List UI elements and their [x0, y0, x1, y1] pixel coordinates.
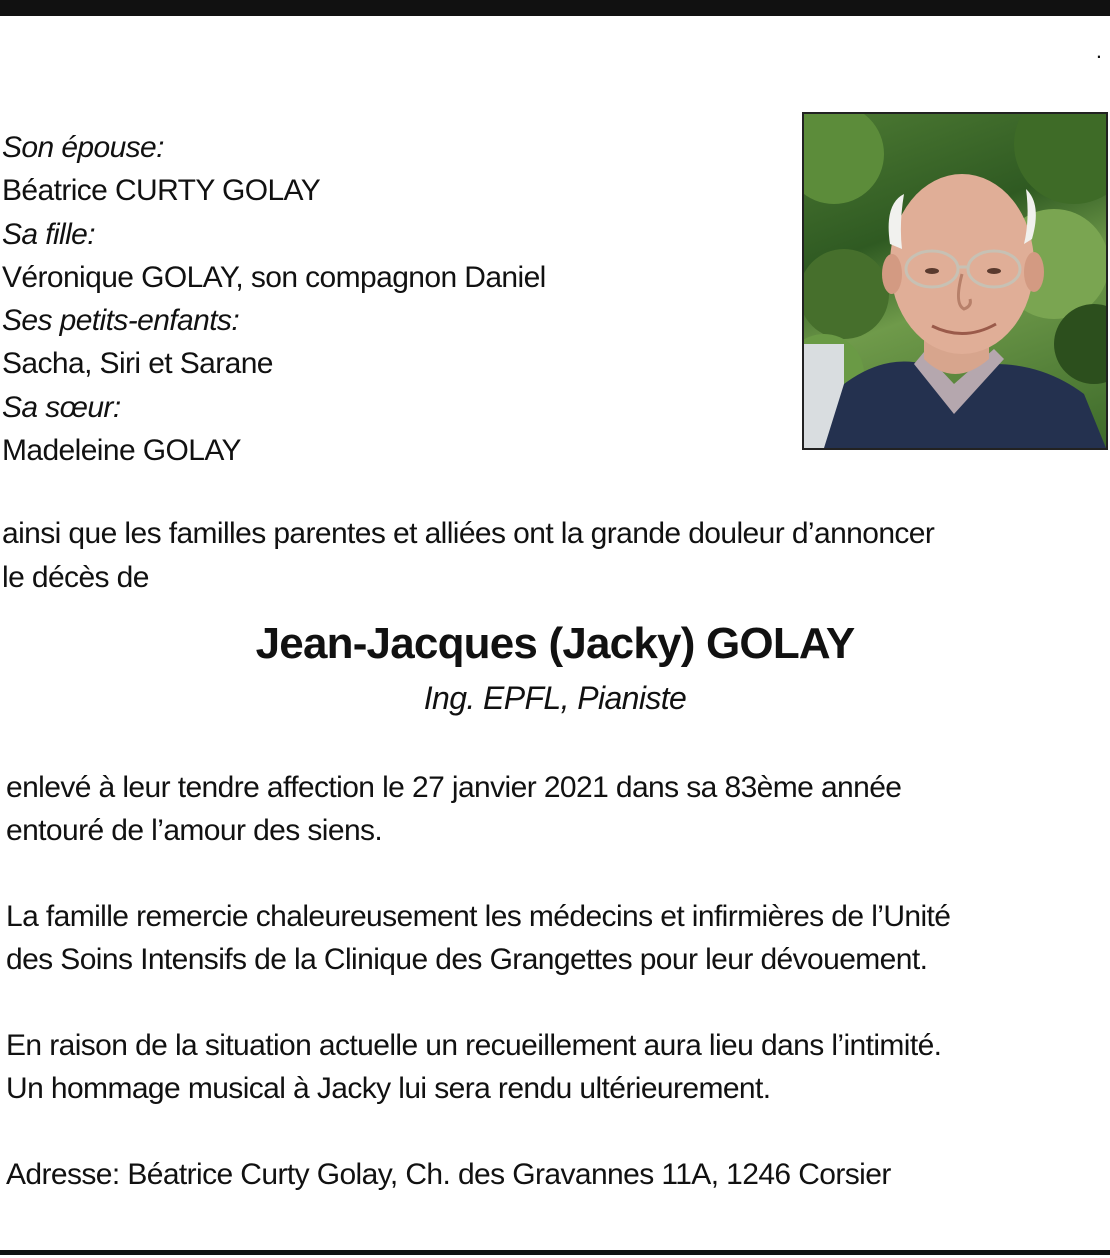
ceremony-paragraph [6, 1024, 1106, 1110]
thanks-paragraph-line-1: La famille remercie chaleureusement les médecins et infirmières de l’Unité [6, 900, 951, 933]
deceased-title: Ing. EPFL, Pianiste [423, 680, 687, 716]
death-paragraph-line-2: entouré de l’amour des siens. [6, 814, 383, 847]
corner-mark: . [1095, 38, 1102, 63]
announcement-intro-line-2: le décès de [2, 561, 149, 594]
family-members-list [2, 126, 762, 472]
portrait-photo [802, 112, 1108, 450]
family-names-grandchildren: Sacha, Siri et Sarane [2, 347, 273, 381]
family-role-sister: Sa sœur: [2, 390, 121, 424]
ceremony-paragraph-line-2: Un hommage musical à Jacky lui sera rendu ultérieurement. [6, 1072, 771, 1105]
address-line: Adresse: Béatrice Curty Golay, Ch. des Gravannes 11A, 1246 Corsier [6, 1158, 891, 1191]
death-paragraph-line-1: enlevé à leur tendre affection le 27 janvier 2021 dans sa 83ème année [6, 771, 902, 804]
family-role-daughter: Sa fille: [2, 217, 95, 251]
death-paragraph [6, 766, 1106, 852]
bottom-border-rule [0, 1250, 1110, 1255]
announcement-intro-line-1: ainsi que les familles parentes et alliées ont la grande douleur d’annoncer [2, 517, 935, 550]
top-border-rule [0, 0, 1110, 16]
family-names-sister: Madeleine GOLAY [2, 434, 241, 468]
family-role-grandchildren: Ses petits-enfants: [2, 304, 240, 338]
ceremony-paragraph-line-1: En raison de la situation actuelle un recueillement aura lieu dans l’intimité. [6, 1029, 942, 1062]
family-role-spouse: Son épouse: [2, 131, 164, 164]
address-paragraph [6, 1153, 1106, 1196]
announcement-intro [2, 512, 1102, 600]
thanks-paragraph [6, 895, 1106, 981]
thanks-paragraph-line-2: des Soins Intensifs de la Clinique des Grangettes pour leur dévouement. [6, 943, 928, 976]
family-names-spouse: Béatrice CURTY GOLAY [2, 174, 321, 208]
family-names-daughter: Véronique GOLAY, son compagnon Daniel [2, 260, 546, 294]
deceased-name: Jean-Jacques (Jacky) GOLAY [255, 619, 855, 668]
